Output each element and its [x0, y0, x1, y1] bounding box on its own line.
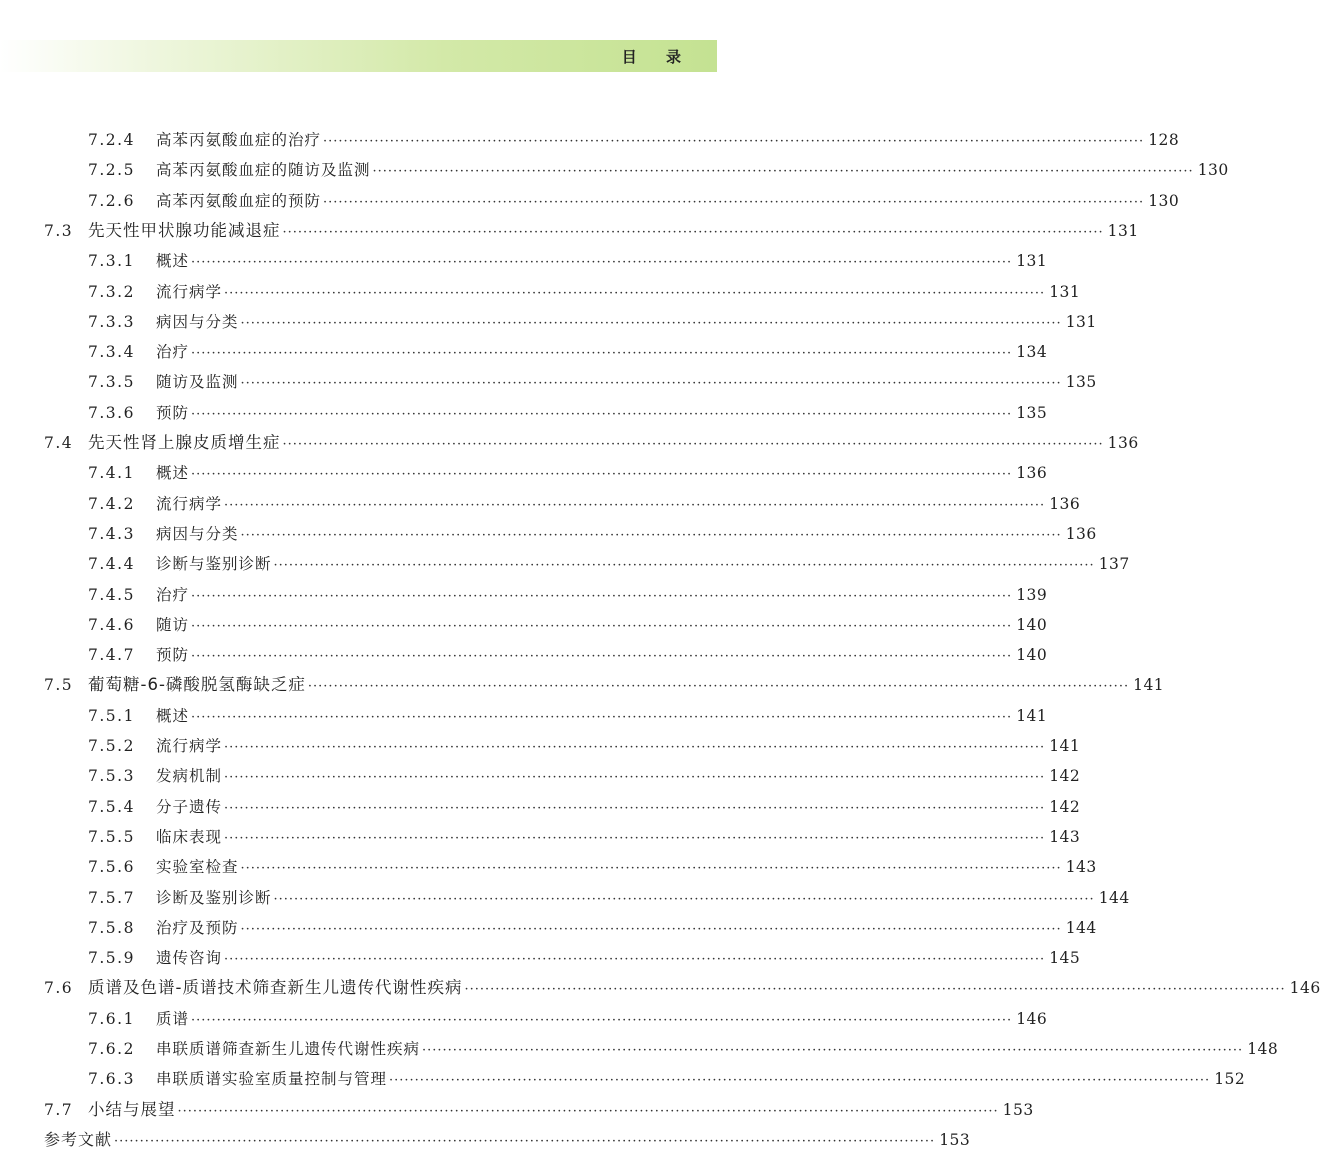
- toc-entry-page: 141: [1133, 676, 1165, 695]
- toc-entry-title: 临床表现: [156, 827, 223, 846]
- toc-entry-title: 串联质谱实验室质量控制与管理: [156, 1070, 388, 1089]
- toc-entry-title: 先天性肾上腺皮质增生症: [88, 433, 281, 452]
- toc-entry: [88, 610, 1048, 640]
- toc-entry-page: 135: [1065, 373, 1097, 392]
- toc-entry-page: 131: [1049, 282, 1081, 301]
- toc-entry-page: 143: [1065, 858, 1097, 877]
- toc-entry-number: 7.6.2: [88, 1040, 135, 1058]
- toc-dot-leader: ································································································································································: [191, 588, 1013, 604]
- toc-dot-leader: ································································································································································: [177, 1103, 999, 1119]
- toc-entry-number: 7.3.1: [88, 252, 135, 271]
- toc-entry-page: 153: [939, 1130, 971, 1149]
- page-header-title: 目 录: [621, 48, 693, 66]
- toc-dot-leader: ································································································································································: [191, 467, 1013, 483]
- toc-entry-title: 实验室检查: [156, 858, 239, 877]
- toc-entry-page: 130: [1197, 161, 1229, 180]
- toc-entry-page: 136: [1065, 524, 1097, 543]
- toc-dot-leader: ································································································································································: [323, 134, 1145, 149]
- toc-entry-number: 7.4.3: [88, 524, 135, 543]
- toc-entry-number: 7.2.5: [88, 161, 135, 180]
- toc-dot-leader: ································································································································································: [224, 740, 1046, 755]
- toc-entry-page: 131: [1107, 221, 1139, 240]
- toc-entry-title: 小结与展望: [88, 1099, 176, 1119]
- toc-entry-title: 预防: [156, 646, 190, 665]
- toc-entry-page: 141: [1049, 737, 1081, 755]
- toc-entry: [88, 549, 1130, 579]
- toc-dot-leader: ································································································································································: [422, 1043, 1244, 1058]
- toc-dot-leader: ································································································································································: [114, 1133, 936, 1149]
- toc-entry: [88, 398, 1048, 428]
- toc-entry: [88, 883, 1130, 913]
- toc-dot-leader: ································································································································································: [240, 376, 1062, 392]
- toc-dot-leader: ································································································································································: [224, 830, 1046, 846]
- toc-entry-number: 7.4: [44, 434, 74, 452]
- toc-entry-title: 葡萄糖-6-磷酸脱氢酶缺乏症: [88, 675, 306, 695]
- toc-entry-number: 7.4.7: [88, 646, 135, 665]
- toc-entry-number: 7.5.7: [88, 888, 135, 907]
- toc-entry-page: 131: [1016, 252, 1048, 271]
- toc-entry-title: 预防: [156, 403, 190, 422]
- toc-entry-page: 131: [1065, 312, 1097, 331]
- toc-entry-page: 142: [1049, 767, 1081, 786]
- toc-entry-title: 高苯丙氨酸血症的治疗: [156, 131, 322, 149]
- toc-entry-number: 7.6.1: [88, 1009, 135, 1028]
- toc-entry-number: 7.4.1: [88, 464, 135, 483]
- toc-entry-number: 7.3.3: [88, 312, 135, 331]
- toc-entry: [44, 428, 1139, 458]
- toc-entry-title: 概述: [156, 706, 190, 725]
- toc-entry-page: 140: [1016, 615, 1048, 634]
- toc-dot-leader: ································································································································································: [191, 618, 1013, 634]
- toc-entry-number: 7.2.6: [88, 191, 135, 210]
- toc-dot-leader: ································································································································································: [224, 285, 1046, 301]
- toc-entry-title: 病因与分类: [156, 312, 239, 331]
- toc-entry-title: 高苯丙氨酸血症的预防: [156, 191, 322, 210]
- toc-entry-title: 诊断与鉴别诊断: [156, 555, 272, 574]
- toc-dot-leader: ································································································································································: [273, 891, 1095, 907]
- toc-entry-number: 7.5.1: [88, 706, 135, 725]
- toc-entry-title: 质谱: [156, 1009, 190, 1028]
- toc-entry-number: 7.3.4: [88, 343, 135, 362]
- toc-entry-title: 串联质谱筛查新生儿遗传代谢性疾病: [156, 1040, 421, 1058]
- toc-entry-number: 7.5.2: [88, 737, 135, 755]
- toc-entry-number: 7.3.5: [88, 373, 135, 392]
- toc-entry-number: 7.4.4: [88, 555, 135, 574]
- toc-entry-title: 流行病学: [156, 737, 223, 755]
- toc-entry-number: 7.7: [44, 1100, 74, 1119]
- toc-entry-number: 7.5.9: [88, 949, 135, 968]
- toc-entry-title: 遗传咨询: [156, 949, 223, 968]
- toc-entry-number: 7.6.3: [88, 1070, 135, 1089]
- toc-dot-leader: ································································································································································: [224, 952, 1046, 968]
- toc-entry-title: 概述: [156, 252, 190, 271]
- toc-entry-title: 病因与分类: [156, 524, 239, 543]
- toc-entry-title: 概述: [156, 464, 190, 483]
- toc-entry-page: 146: [1289, 979, 1321, 998]
- toc-entry-page: 144: [1065, 918, 1097, 937]
- toc-entry-page: 141: [1016, 706, 1048, 725]
- toc-entry-number: 7.4.5: [88, 585, 135, 604]
- toc-entry: [88, 1064, 1246, 1094]
- toc-dot-leader: ································································································································································: [240, 921, 1062, 937]
- toc-entry-references: [44, 1125, 971, 1155]
- toc-entry: [88, 489, 1081, 519]
- toc-entry-title: 先天性甲状腺功能减退症: [88, 220, 281, 240]
- toc-entry-number: 7.5.8: [88, 918, 135, 937]
- toc-entry-page: 139: [1016, 585, 1048, 604]
- toc-entry-title: 流行病学: [156, 282, 223, 301]
- toc-entry-title: 随访: [156, 615, 190, 634]
- toc-entry-page: 136: [1049, 494, 1081, 513]
- toc-entry: [88, 519, 1097, 549]
- toc-entry-page: 140: [1016, 646, 1048, 665]
- toc-entry: [88, 155, 1229, 185]
- toc-entry: [88, 125, 1180, 155]
- toc-entry-title: 质谱及色谱-质谱技术筛查新生儿遗传代谢性疾病: [88, 978, 463, 998]
- toc-entry-page: 143: [1049, 827, 1081, 846]
- toc-dot-leader: ································································································································································: [240, 861, 1062, 877]
- toc-entry-number: 7.5: [44, 676, 74, 695]
- toc-entry: [44, 670, 1165, 700]
- toc-entry: [44, 216, 1139, 246]
- toc-entry: [88, 731, 1081, 761]
- toc-dot-leader: ································································································································································: [273, 558, 1095, 574]
- toc-entry: [88, 246, 1048, 276]
- toc-entry-title: 发病机制: [156, 767, 223, 786]
- toc-dot-leader: ································································································································································: [191, 1012, 1013, 1028]
- toc-entry: [88, 792, 1081, 822]
- toc-dot-leader: ································································································································································: [191, 649, 1013, 665]
- toc-entry-title: 治疗及预防: [156, 918, 239, 937]
- toc-dot-leader: ································································································································································: [224, 770, 1046, 786]
- toc-entry: [88, 640, 1048, 670]
- header-band: [0, 40, 717, 72]
- toc-dot-leader: ································································································································································: [372, 164, 1194, 180]
- toc-entry-number: 7.4.2: [88, 494, 135, 513]
- toc-entry-number: 7.5.4: [88, 797, 135, 816]
- toc-entry-number: 7.5.6: [88, 858, 135, 877]
- toc-entry: [88, 337, 1048, 367]
- toc-entry-title: 流行病学: [156, 494, 223, 513]
- toc-dot-leader: ································································································································································: [240, 527, 1062, 543]
- toc-entry-page: 144: [1098, 888, 1130, 907]
- toc-entry-number: 7.3.6: [88, 403, 135, 422]
- toc-entry-page: 152: [1214, 1070, 1246, 1089]
- toc-dot-leader: ································································································································································: [464, 982, 1286, 998]
- toc-entry: [88, 307, 1097, 337]
- toc-entry: [88, 277, 1081, 307]
- toc-entry-number: 7.5.3: [88, 767, 135, 786]
- toc-entry-title: 高苯丙氨酸血症的随访及监测: [156, 161, 371, 180]
- toc-entry-number: 7.2.4: [88, 131, 135, 149]
- toc-entry-page: 142: [1049, 797, 1081, 816]
- toc-entry: [88, 367, 1097, 397]
- toc-entry-page: 136: [1107, 434, 1139, 452]
- toc-dot-leader: ································································································································································: [389, 1073, 1211, 1089]
- toc-entry-page: 153: [1002, 1100, 1034, 1119]
- toc-dot-leader: ································································································································································: [323, 194, 1145, 210]
- toc-entry-title: 随访及监测: [156, 373, 239, 392]
- toc-entry-title: 治疗: [156, 343, 190, 362]
- toc-entry: [88, 186, 1180, 216]
- toc-dot-leader: ································································································································································: [191, 346, 1013, 362]
- toc-dot-leader: ································································································································································: [191, 255, 1013, 271]
- toc-entry-page: 135: [1016, 403, 1048, 422]
- toc-entry-page: 128: [1148, 131, 1180, 149]
- toc-entry-page: 148: [1247, 1040, 1279, 1058]
- toc-dot-leader: ································································································································································: [224, 800, 1046, 816]
- toc-entry-title: 参考文献: [44, 1129, 113, 1149]
- toc-entry-title: 分子遗传: [156, 797, 223, 816]
- toc-dot-leader: ································································································································································: [191, 709, 1013, 725]
- toc-entry-title: 治疗: [156, 585, 190, 604]
- toc-dot-leader: ································································································································································: [240, 315, 1062, 331]
- toc-entry-page: 136: [1016, 464, 1048, 483]
- toc-entry: [88, 580, 1048, 610]
- toc-dot-leader: ································································································································································: [282, 224, 1104, 240]
- toc-dot-leader: ································································································································································: [307, 679, 1130, 695]
- toc-entry-page: 145: [1049, 949, 1081, 968]
- toc-entry-page: 130: [1148, 191, 1180, 210]
- toc-entry: [88, 761, 1081, 791]
- toc-entry-page: 146: [1016, 1009, 1048, 1028]
- toc-entry: [88, 943, 1081, 973]
- toc-entry-title: 诊断及鉴别诊断: [156, 888, 272, 907]
- toc-entry: [88, 1034, 1279, 1064]
- toc-dot-leader: ································································································································································: [224, 497, 1046, 513]
- toc-entry: [44, 1095, 1034, 1125]
- toc-dot-leader: ································································································································································: [191, 406, 1013, 422]
- toc-dot-leader: ································································································································································: [282, 437, 1104, 452]
- toc-entry-page: 134: [1016, 343, 1048, 362]
- toc-entry-number: 7.5.5: [88, 827, 135, 846]
- toc-entry: [44, 973, 1321, 1003]
- toc-entry-number: 7.3: [44, 221, 74, 240]
- toc-entry: [88, 822, 1081, 852]
- toc-entry: [88, 701, 1048, 731]
- toc-entry: [88, 458, 1048, 488]
- toc-entry: [88, 1004, 1048, 1034]
- toc-entry-number: 7.6: [44, 979, 74, 998]
- toc-entry-page: 137: [1098, 555, 1130, 574]
- toc-entry: [88, 913, 1097, 943]
- toc-entry-number: 7.3.2: [88, 282, 135, 301]
- toc-entry-number: 7.4.6: [88, 615, 135, 634]
- toc-entry: [88, 852, 1097, 882]
